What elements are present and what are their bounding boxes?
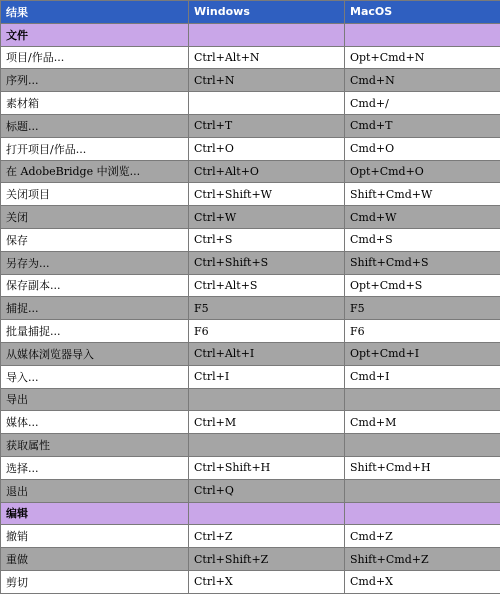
windows-shortcut-cell: F5 [189,297,345,320]
table-row [1,137,500,160]
macos-shortcut-cell: F5 [345,297,500,320]
table-row [1,411,500,434]
windows-shortcut-cell: Ctrl+Shift+S [189,251,345,274]
command-cell: 批量捕捉... [1,320,189,343]
windows-shortcut-cell: Ctrl+Alt+I [189,342,345,365]
windows-shortcut-cell: Ctrl+X [189,570,345,593]
section-header-row [1,502,500,525]
command-cell: 导出 [1,388,189,411]
windows-shortcut-cell: Ctrl+Alt+S [189,274,345,297]
command-cell: 保存 [1,228,189,251]
table-row [1,320,500,343]
section-header-row [1,23,500,46]
windows-shortcut-cell: Ctrl+T [189,114,345,137]
command-cell: 剪切 [1,570,189,593]
macos-shortcut-cell: Shift+Cmd+W [345,183,500,206]
windows-shortcut-cell: Ctrl+Alt+O [189,160,345,183]
table-row [1,228,500,251]
command-cell: 关闭项目 [1,183,189,206]
windows-shortcut-cell: Ctrl+W [189,206,345,229]
macos-shortcut-cell [345,23,500,46]
table-row [1,479,500,502]
command-cell: 打开项目/作品... [1,137,189,160]
table-row [1,251,500,274]
command-cell: 文件 [1,23,189,46]
macos-shortcut-cell: Opt+Cmd+N [345,46,500,69]
windows-shortcut-cell: Ctrl+S [189,228,345,251]
macos-shortcut-cell: Cmd+N [345,69,500,92]
table-row [1,206,500,229]
command-cell: 保存副本... [1,274,189,297]
macos-shortcut-cell: Cmd+T [345,114,500,137]
macos-shortcut-cell [345,479,500,502]
macos-shortcut-cell: Shift+Cmd+Z [345,548,500,571]
macos-shortcut-cell: Cmd+O [345,137,500,160]
macos-shortcut-cell: Shift+Cmd+H [345,456,500,479]
windows-shortcut-cell: Ctrl+Shift+H [189,456,345,479]
macos-shortcut-cell: Cmd+/ [345,92,500,115]
command-cell: 序列... [1,69,189,92]
command-cell: 标题... [1,114,189,137]
table-row [1,160,500,183]
table-row [1,46,500,69]
windows-shortcut-cell [189,23,345,46]
table-row [1,570,500,593]
command-cell: 捕捉... [1,297,189,320]
command-cell: 从媒体浏览器导入 [1,342,189,365]
header-windows: Windows [189,1,345,24]
table-row [1,525,500,548]
command-cell: 重做 [1,548,189,571]
windows-shortcut-cell: Ctrl+Q [189,479,345,502]
macos-shortcut-cell: Shift+Cmd+S [345,251,500,274]
table-row [1,456,500,479]
macos-shortcut-cell: F6 [345,320,500,343]
windows-shortcut-cell [189,388,345,411]
table-row [1,342,500,365]
windows-shortcut-cell [189,434,345,457]
table-header-row [1,1,500,24]
windows-shortcut-cell: Ctrl+Shift+Z [189,548,345,571]
windows-shortcut-cell: Ctrl+Alt+N [189,46,345,69]
macos-shortcut-cell: Cmd+M [345,411,500,434]
command-cell: 在 AdobeBridge 中浏览... [1,160,189,183]
command-cell: 素材箱 [1,92,189,115]
macos-shortcut-cell: Opt+Cmd+I [345,342,500,365]
command-cell: 获取属性 [1,434,189,457]
table-body [1,23,500,593]
command-cell: 退出 [1,479,189,502]
table-row [1,274,500,297]
table-row [1,388,500,411]
table-row [1,69,500,92]
command-cell: 选择... [1,456,189,479]
macos-shortcut-cell: Opt+Cmd+S [345,274,500,297]
windows-shortcut-cell [189,92,345,115]
macos-shortcut-cell [345,502,500,525]
table-row [1,548,500,571]
command-cell: 编辑 [1,502,189,525]
windows-shortcut-cell: F6 [189,320,345,343]
command-cell: 关闭 [1,206,189,229]
windows-shortcut-cell: Ctrl+M [189,411,345,434]
macos-shortcut-cell: Cmd+X [345,570,500,593]
command-cell: 媒体... [1,411,189,434]
command-cell: 项目/作品... [1,46,189,69]
header-result: 结果 [1,1,189,24]
macos-shortcut-cell [345,434,500,457]
macos-shortcut-cell: Cmd+Z [345,525,500,548]
windows-shortcut-cell: Ctrl+O [189,137,345,160]
macos-shortcut-cell: Cmd+W [345,206,500,229]
table-row [1,92,500,115]
table-row [1,365,500,388]
command-cell: 另存为... [1,251,189,274]
macos-shortcut-cell: Opt+Cmd+O [345,160,500,183]
windows-shortcut-cell: Ctrl+Z [189,525,345,548]
command-cell: 撤销 [1,525,189,548]
table-row [1,183,500,206]
windows-shortcut-cell: Ctrl+N [189,69,345,92]
table-row [1,114,500,137]
windows-shortcut-cell: Ctrl+Shift+W [189,183,345,206]
macos-shortcut-cell: Cmd+I [345,365,500,388]
windows-shortcut-cell [189,502,345,525]
macos-shortcut-cell [345,388,500,411]
table-row [1,434,500,457]
table-row [1,297,500,320]
header-macos: MacOS [345,1,500,24]
command-cell: 导入... [1,365,189,388]
windows-shortcut-cell: Ctrl+I [189,365,345,388]
macos-shortcut-cell: Cmd+S [345,228,500,251]
